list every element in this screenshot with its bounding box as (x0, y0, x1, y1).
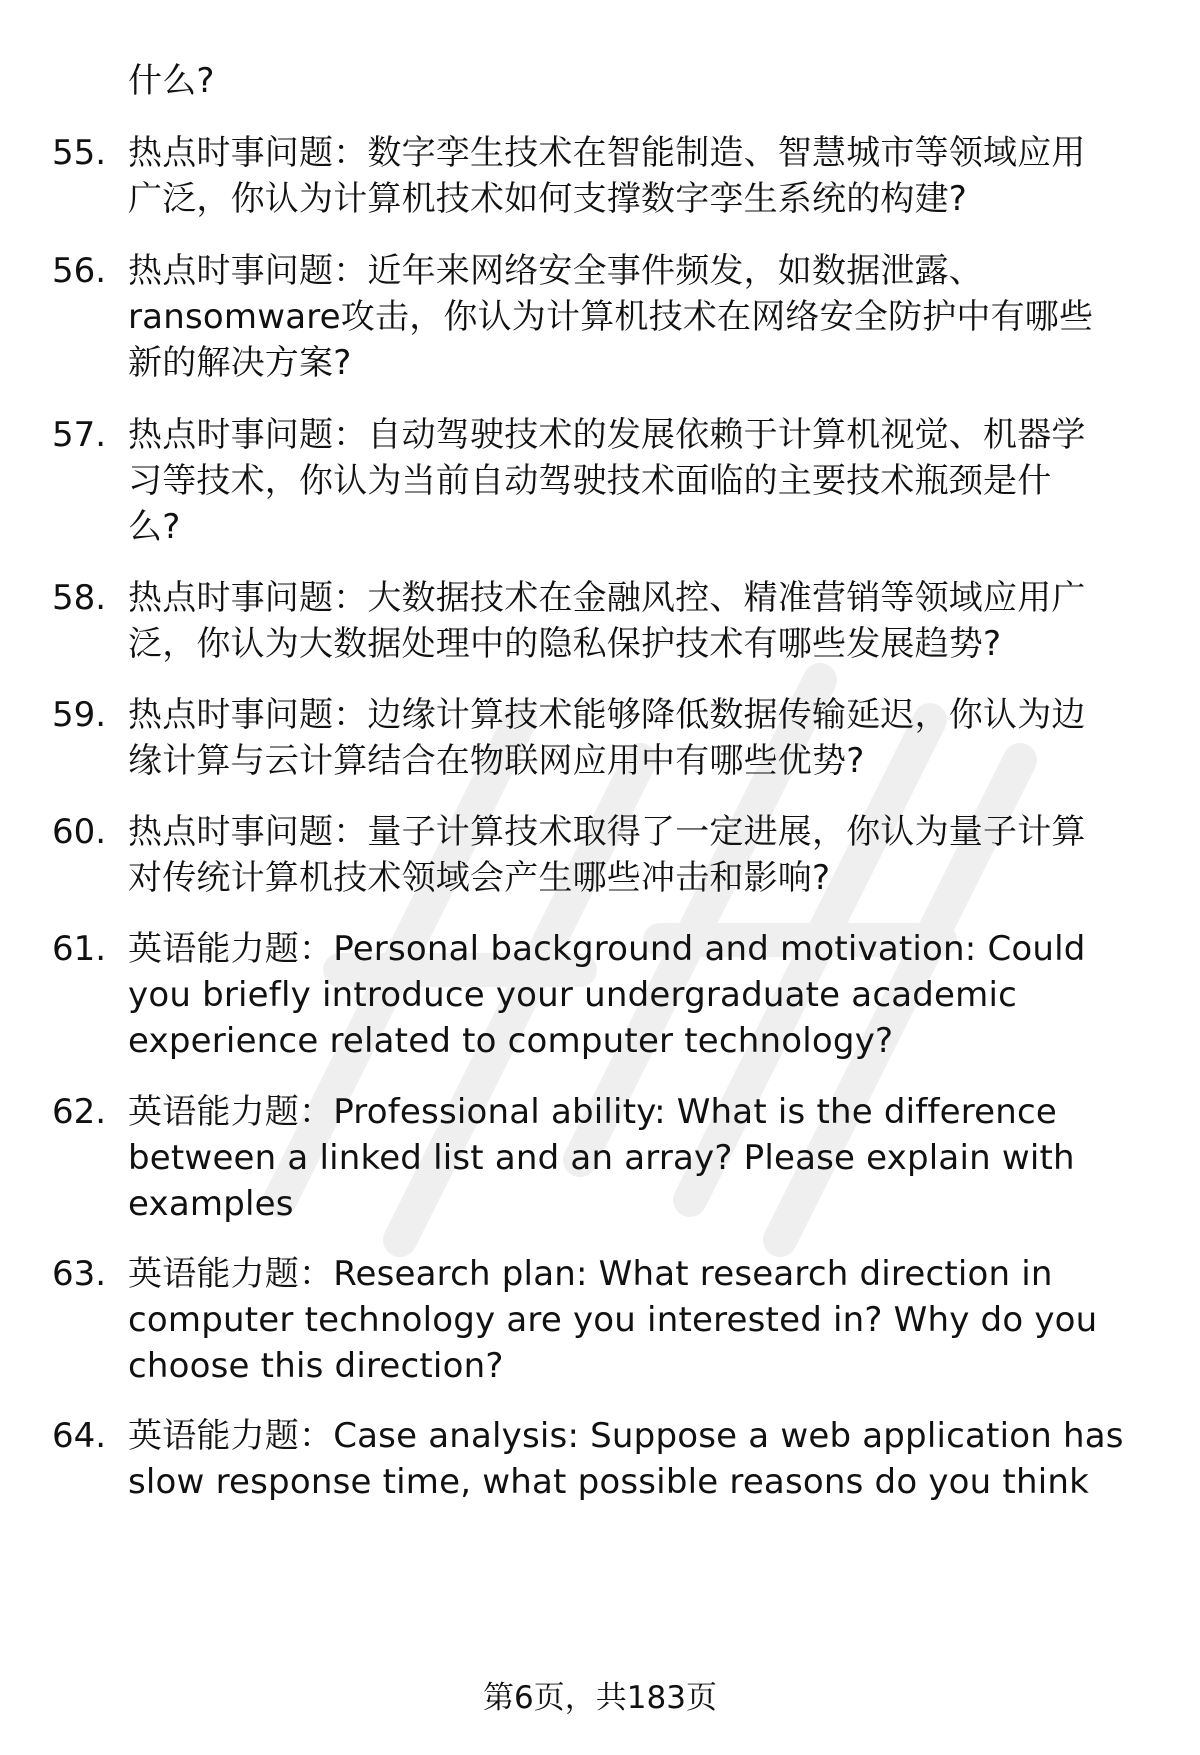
question-line: 热点时事问题：量子计算技术取得了一定进展，你认为量子计算 (128, 812, 1086, 852)
question-line: 英语能力题：Personal background and motivation: Could (128, 929, 1086, 969)
question-text (128, 809, 1138, 901)
question-text (128, 692, 1138, 784)
question-number: 59. (52, 695, 107, 735)
question-number: 55. (52, 133, 107, 173)
question-text (128, 1251, 1138, 1389)
question-line: 习等技术，你认为当前自动驾驶技术面临的主要技术瓶颈是什 (128, 461, 1052, 501)
question-line: you briefly introduce your undergraduate academic (128, 975, 1018, 1015)
question-number: 58. (52, 578, 107, 618)
question-line: 热点时事问题：数字孪生技术在智能制造、智慧城市等领域应用 (128, 133, 1086, 173)
page-indicator: 第6页，共183页 (483, 1680, 717, 1716)
question-line: 泛，你认为大数据处理中的隐私保护技术有哪些发展趋势? (128, 624, 1002, 664)
question-line: 热点时事问题：大数据技术在金融风控、精准营销等领域应用广 (128, 578, 1086, 618)
question-line: 缘计算与云计算结合在物联网应用中有哪些优势? (128, 741, 865, 781)
question-line: ransomware攻击，你认为计算机技术在网络安全防护中有哪些 (128, 297, 1094, 337)
question-line: choose this direction? (128, 1346, 504, 1386)
question-number: 63. (52, 1254, 107, 1294)
question-text (128, 575, 1138, 667)
continued-text: 什么? (128, 61, 215, 101)
question-number: 60. (52, 812, 107, 852)
question-line: slow response time, what possible reasons do you think (128, 1462, 1089, 1502)
question-line: experience related to computer technology? (128, 1021, 894, 1061)
question-line: 英语能力题：Professional ability: What is the difference (128, 1092, 1058, 1132)
question-text (128, 412, 1138, 550)
question-line: computer technology are you interested in? Why do you (128, 1300, 1098, 1340)
question-number: 56. (52, 251, 107, 291)
question-number: 64. (52, 1416, 107, 1456)
question-line: 英语能力题：Research plan: What research direction in (128, 1254, 1053, 1294)
question-line: 新的解决方案? (128, 343, 352, 383)
question-number: 61. (52, 929, 107, 969)
question-number: 62. (52, 1092, 107, 1132)
question-line: 广泛，你认为计算机技术如何支撑数字孪生系统的构建? (128, 179, 968, 219)
question-line: examples (128, 1184, 294, 1224)
question-line: between a linked list and an array? Please explain with (128, 1138, 1075, 1178)
question-text (128, 130, 1138, 222)
question-line: 么? (128, 507, 181, 547)
question-line: 对传统计算机技术领域会产生哪些冲击和影响? (128, 858, 831, 898)
question-text (128, 1413, 1138, 1505)
question-line: 英语能力题：Case analysis: Suppose a web application has (128, 1416, 1124, 1456)
question-line: 热点时事问题：近年来网络安全事件频发，如数据泄露、 (128, 251, 983, 291)
question-line: 热点时事问题：边缘计算技术能够降低数据传输延迟，你认为边 (128, 695, 1086, 735)
question-number: 57. (52, 415, 107, 455)
question-text (128, 248, 1138, 386)
question-text (128, 1089, 1138, 1227)
question-text (128, 926, 1138, 1064)
question-line: 热点时事问题：自动驾驶技术的发展依赖于计算机视觉、机器学 (128, 415, 1086, 455)
